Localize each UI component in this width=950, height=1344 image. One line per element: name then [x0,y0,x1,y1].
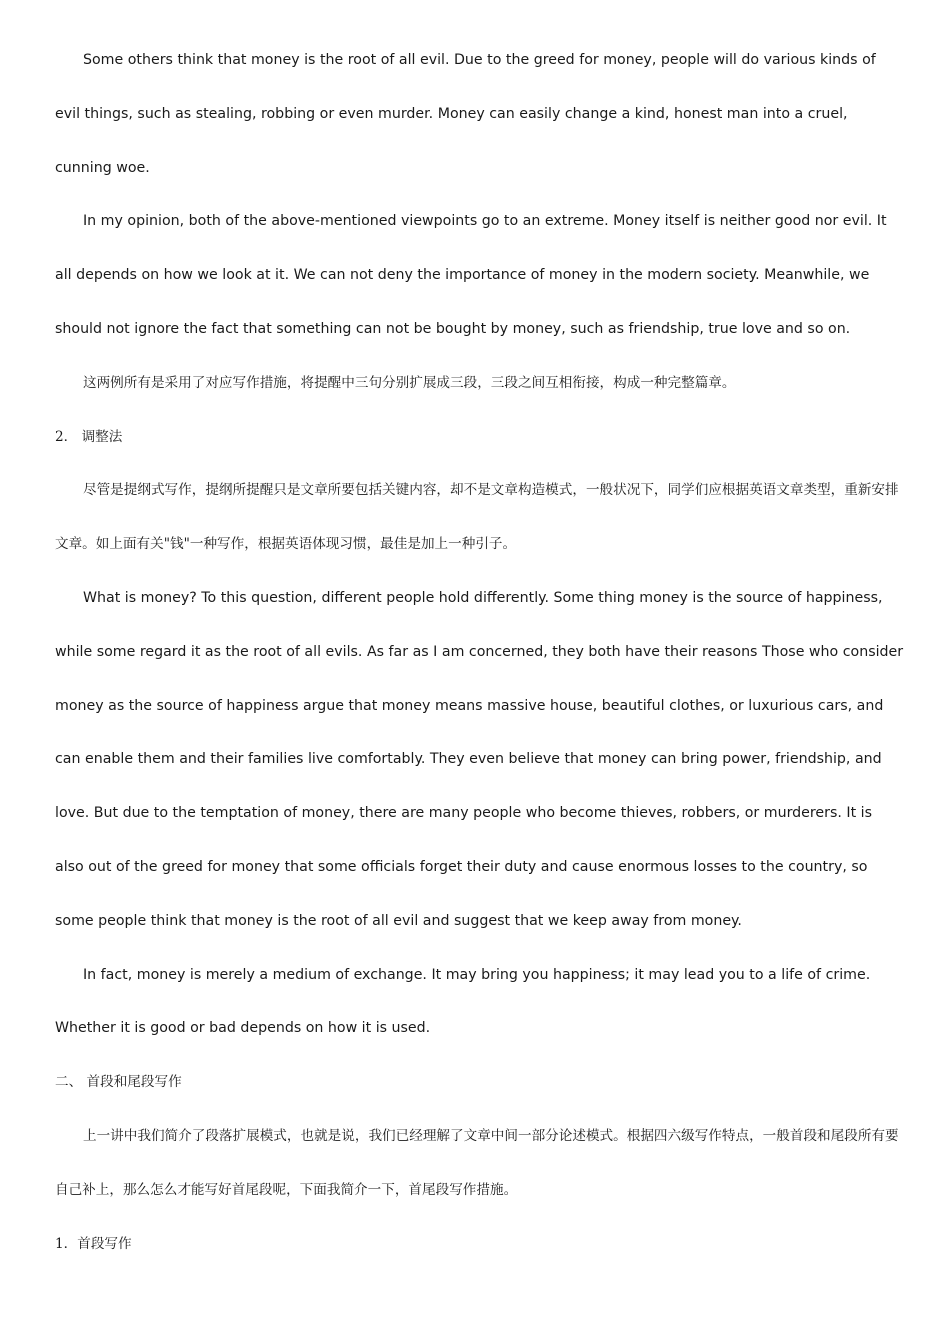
section-heading-adjustment-method: 2． 调整法 [55,428,123,445]
section-heading-first-paragraph-writing: 1．首段写作 [55,1235,132,1252]
paragraph-what-is-money: What is money? To this question, different people hold differently. Some thing money is the source of happiness, while some regard it as the root of all evils. As far as I am concerned, they both have their reasons Those who consider money as the source of happiness argue that money means massive house, beautiful clothes, or luxurious cars, and can enable them and their families live comfortably. They even believe that money can bring power, friendship, and love. But due to the temptation of money, there are many people who become thieves, robbers, or murderers. It is also out of the greed for money that some officials forget their duty and cause enormous losses to the country, so some people think that money is the root of all evil and suggest that we keep away from money. [55,589,904,929]
paragraph-first-last-intro: 上一讲中我们简介了段落扩展模式，也就是说，我们已经理解了文章中间一部分论述模式。根据四六级写作特点，一般首段和尾段所有要自己补上，那么怎么才能写好首尾段呢，下面我简介一下，首尾段写作措施。 [55,1127,899,1198]
paragraph-money-root-of-evil: Some others think that money is the root of all evil. Due to the greed for money, people will do various kinds of evil things, such as stealing, robbing or even murder. Money can easily change a kind, honest man into a cruel, cunning woe. [55,52,876,176]
section-heading-first-last-paragraph: 二、 首段和尾段写作 [55,1074,182,1091]
document-page [55,34,905,1271]
paragraph-my-opinion: In my opinion, both of the above-mentioned viewpoints go to an extreme. Money itself is neither good nor evil. It all depends on how we look at it. We can not deny the importance of money in the modern society. Meanwhile, we should not ignore the fact that something can not be bought by money, such as friendship, true love and so on. [55,213,887,337]
paragraph-adjustment-explanation: 尽管是提纲式写作，提纲所提醒只是文章所要包括关键内容，却不是文章构造模式，一般状况下，同学们应根据英语文章类型，重新安排文章。如上面有关"钱"一种写作，根据英语体现习惯，最佳是加上一种引子。 [55,482,899,553]
paragraph-example-note: 这两例所有是采用了对应写作措施，将提醒中三句分别扩展成三段，三段之间互相衔接，构成一种完整篇章。 [83,374,736,391]
paragraph-medium-of-exchange: In fact, money is merely a medium of exchange. It may bring you happiness; it may lead you to a life of crime. Whether it is good or bad depends on how it is used. [55,966,871,1037]
